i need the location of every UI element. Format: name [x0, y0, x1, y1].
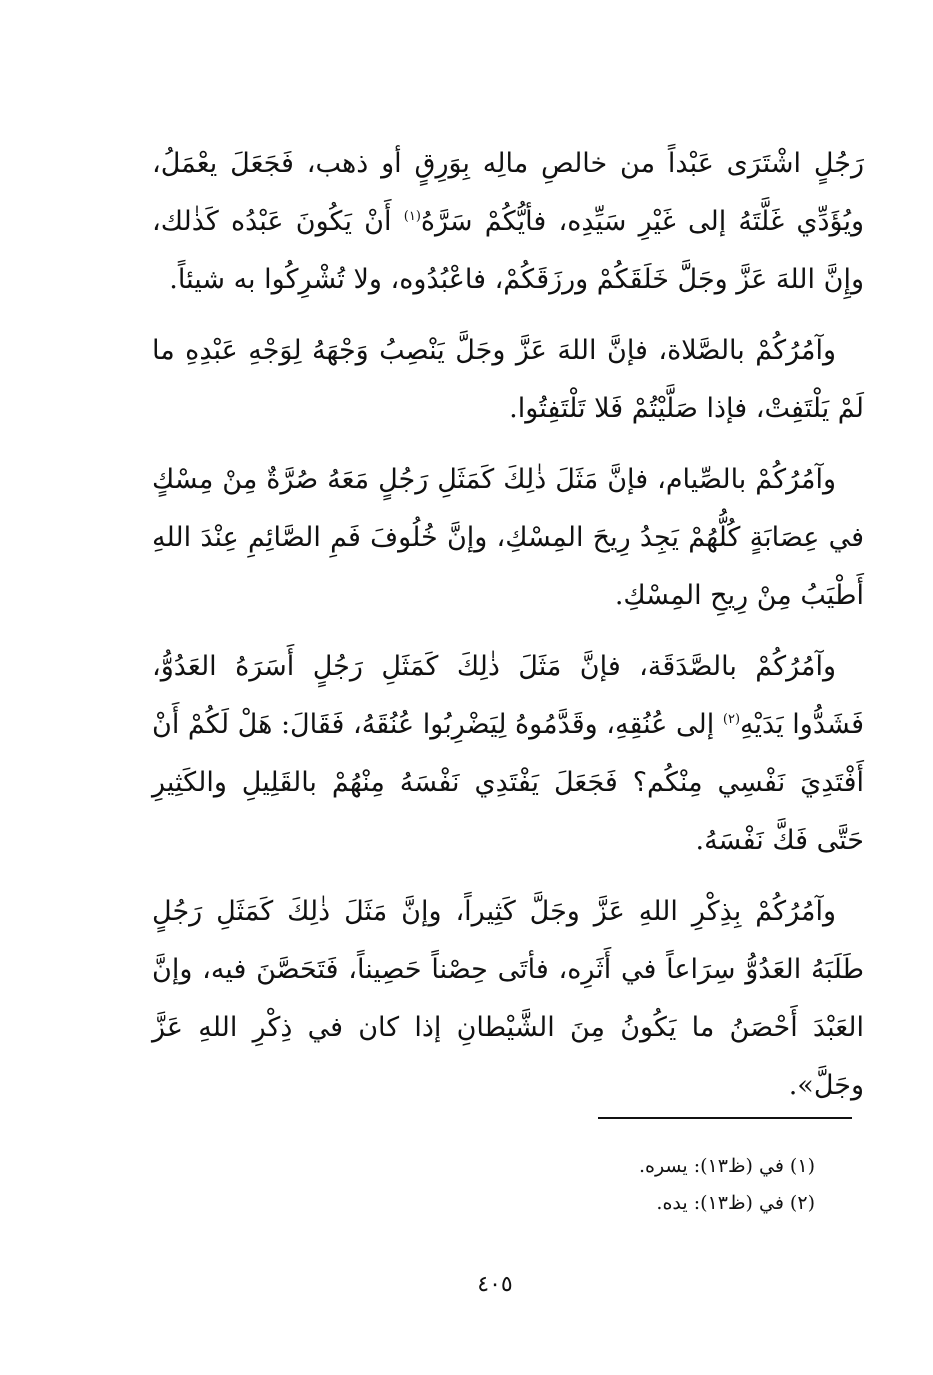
footnote-divider: [598, 1117, 852, 1119]
footnote-ref-2[interactable]: (٢): [722, 712, 741, 727]
footnote-1: (١) في (ظ١٣): يسره.: [638, 1155, 815, 1177]
footnote-2: (٢) في (ظ١٣): يده.: [656, 1192, 815, 1214]
paragraph-5: [152, 883, 864, 1115]
main-text: [152, 135, 864, 1128]
paragraph-1-text-a: رَجُلٍ اشْتَرَى عَبْداً من خالصِ مالِه بِوَرِقٍ أو ذهب، فَجَعَلَ يعْمَلُ، ويُؤَدِّي غَلَّتَهُ إلى غَيْرِ سَيِّدِه، فأيُّكُمْ سَرَّهُ: [152, 148, 864, 237]
page-number: ٤٠٥: [477, 1272, 513, 1297]
paragraph-1: [152, 135, 864, 309]
paragraph-2: [152, 322, 864, 438]
footnote-ref-1[interactable]: (١): [403, 209, 421, 224]
paragraph-2-text: وآمُرُكُمْ بالصَّلاة، فإنَّ اللهَ عَزَّ وجَلَّ يَنْصِبُ وَجْهَهُ لِوَجْهِ عَبْدِهِ ما لَمْ يَلْتَفِتْ، فإذا صَلَّيْتُمْ فَلا تَلْتَفِتُوا.: [152, 335, 864, 424]
paragraph-4-text-b: إلى عُنُقِهِ، وقَدَّمُوهُ لِيَضْرِبُوا عُنُقَهُ، فَقَالَ: هَلْ لَكُمْ أَنْ أَفْتَدِيَ نَفْسِي مِنْكُم؟ فَجَعَلَ يَفْتَدِي نَفْسَهُ مِنْهُمْ بالقَلِيلِ والكَثِيرِ حَتَّى فَكَّ نَفْسَهُ.: [152, 709, 864, 856]
paragraph-5-text: وآمُرُكُمْ بِذِكْرِ اللهِ عَزَّ وجَلَّ كَثِيراً، وإنَّ مَثَلَ ذٰلِكَ كَمَثَلِ رَجُلٍ طَلَبَهُ العَدُوُّ سِرَاعاً في أَثَرِه، فأتَى حِصْناً حَصِيناً، فَتَحَصَّنَ فيه، وإنَّ العَبْدَ أَحْصَنُ ما يَكُونُ مِنَ الشَّيْطانِ إذا كان في ذِكْرِ اللهِ عَزَّ وجَلَّ».: [152, 896, 864, 1101]
footnotes: [415, 1148, 815, 1222]
paragraph-4: [152, 638, 864, 870]
paragraph-3: [152, 451, 864, 625]
paragraph-1-text-b: أَنْ يَكُونَ عَبْدُه كَذٰلك، وإِنَّ اللهَ عَزَّ وجَلَّ خَلَقَكُمْ ورزَقَكُمْ، فاعْبُدُوه، ولا تُشْرِكُوا به شيئاً.: [152, 206, 864, 295]
paragraph-4-text-a: وآمُرُكُمْ بالصَّدَقَة، فإنَّ مَثَلَ ذٰلِكَ كَمَثَلِ رَجُلٍ أَسَرَهُ العَدُوُّ، فَشَدُّوا يَدَيْهِ: [152, 651, 865, 740]
paragraph-3-text: وآمُرُكُمْ بالصِّيام، فإنَّ مَثَلَ ذٰلِكَ كَمَثَلِ رَجُلٍ مَعَهُ صُرَّةٌ مِنْ مِسْكٍ في عِصَابَةٍ كُلُّهُمْ يَجِدُ رِيحَ المِسْكِ، وإنَّ خُلُوفَ فَمِ الصَّائِمِ عِنْدَ اللهِ أَطْيَبُ مِنْ رِيحِ المِسْكِ.: [152, 464, 864, 611]
